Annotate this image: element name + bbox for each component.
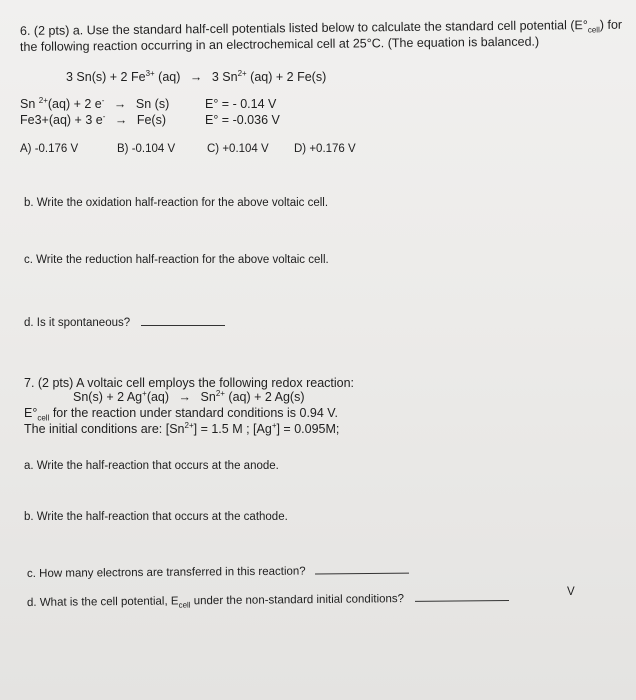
spontaneous-answer-blank[interactable] <box>141 313 225 326</box>
half-arrow-icon: → <box>114 113 128 127</box>
q6-choice-c[interactable]: C) +0.104 V <box>207 143 269 155</box>
q6-prompt-line2: the following reaction occurring in an electrochemical cell at 25°C. (The equation is balanced.) <box>19 34 540 54</box>
q6-half-reaction-sn: Sn $^{2+}$(aq) + 2 e- → Sn (s) <box>20 95 170 111</box>
q6-half-reaction-fe: Fe3+(aq) + 3 e- → Fe(s) <box>20 111 167 127</box>
reaction-arrow-icon: → <box>178 390 192 404</box>
q6-potential-sn: E° = - 0.14 V <box>205 97 277 111</box>
q6-part-c: c. Write the reduction half-reaction for the above voltaic cell. <box>24 254 329 266</box>
q6-prompt-line1: 6. (2 pts) a. Use the standard half-cell potentials listed below to calculate the standard cell potential $(E^\circ_{cell})$ for <box>19 17 623 38</box>
q7-reaction: Sn(s) + 2 $Ag^+(aq) \to Sn^{2+}$ (aq) + 2 Ag(s) <box>73 388 305 404</box>
q7-part-a: a. Write the half-reaction that occurs at the anode. <box>24 460 279 472</box>
q6-choice-d[interactable]: D) +0.176 V <box>294 143 356 155</box>
reaction-arrow-icon: → <box>189 70 203 84</box>
half-arrow-icon: → <box>113 97 127 111</box>
q6-potential-fe: E° = -0.036 V <box>205 113 280 127</box>
q7-part-d-unit: V <box>567 586 575 598</box>
electrons-answer-blank[interactable] <box>315 561 409 575</box>
cell-potential-answer-blank[interactable] <box>415 588 509 602</box>
q7-part-c: c. How many electrons are transferred in this reaction? <box>27 561 409 582</box>
q7-part-b: b. Write the half-reaction that occurs at the cathode. <box>24 511 288 523</box>
q6-part-b: b. Write the oxidation half-reaction for the above voltaic cell. <box>24 197 329 209</box>
q7-standard-potential: $E^\circ_{cell}$ for the reaction under standard conditions is 0.94 V. <box>24 406 338 423</box>
q7-initial-conditions: The initial conditions are: $[Sn^{2+}] = 1.5$ M ; [Ag+] = 0.095M; <box>24 420 340 436</box>
q7-prompt: 7. (2 pts) A voltaic cell employs the following redox reaction: <box>24 376 355 390</box>
q7-part-d: d. What is the cell potential, $E_{cell}$ under the non-standard initial conditions? <box>27 588 509 611</box>
q6-part-d: d. Is it spontaneous? <box>24 313 225 331</box>
q6-reaction: 3 Sn(s) + 2 $Fe^{3+}$ (aq) → 3 $Sn^{2+}$ (aq) + 2 Fe(s) <box>66 68 327 84</box>
q6-choice-b[interactable]: B) -0.104 V <box>117 143 176 155</box>
q6-choice-a[interactable]: A) -0.176 V <box>20 143 79 155</box>
